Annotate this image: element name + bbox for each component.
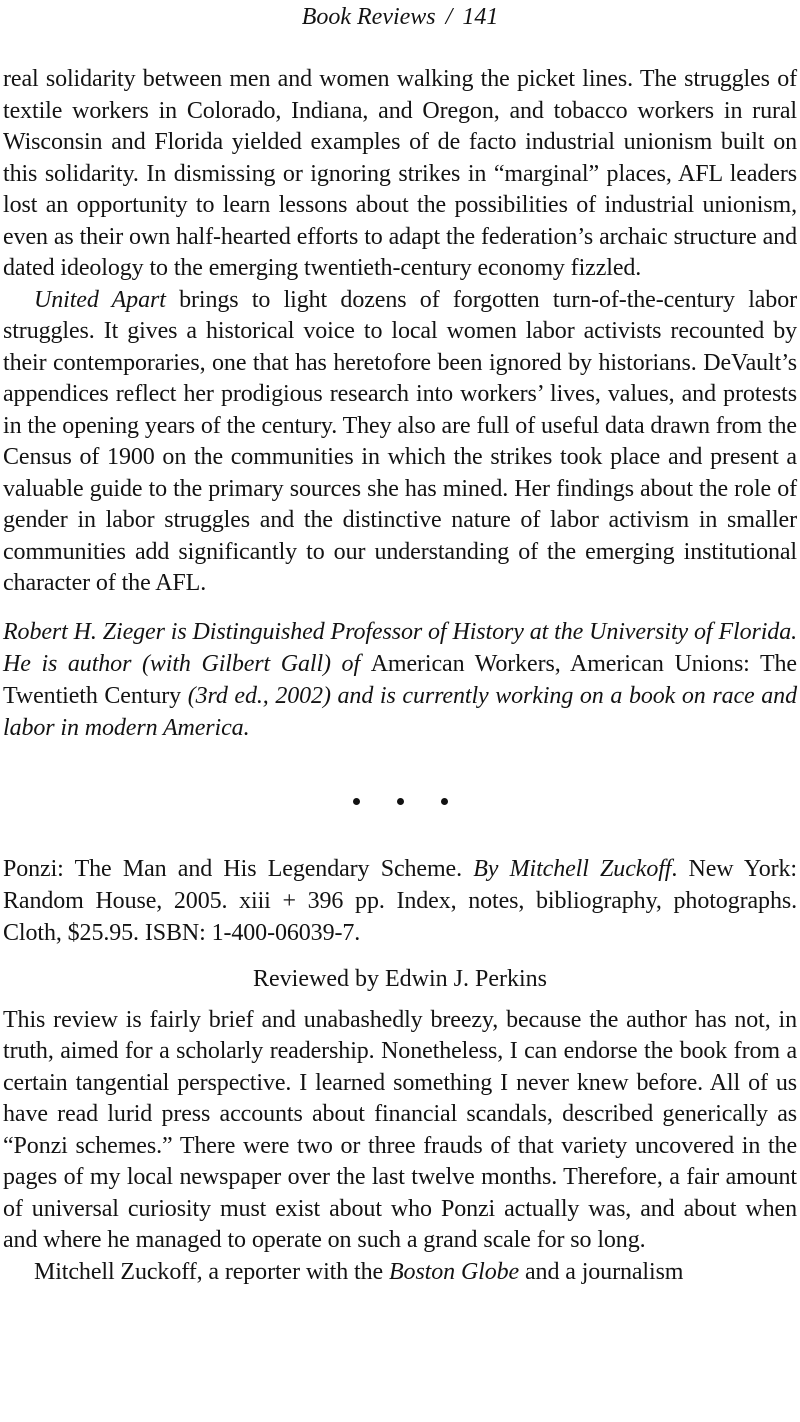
running-head xyxy=(3,2,797,32)
roman-text-run: brings to light dozens of forgotten turn-of-the-century labor struggles. It gives a historical voice to local women labor activists recounted by their contemporaries, one that has heretofore been ignored by historians. DeVault’s appendices reflect her prodigious research into workers’ lives, values, and protests in the opening years of the century. They also are full of useful data drawn from the Census of 1900 on the communities in which the strikes took place and present a valuable guide to the primary sources she has mined. Her findings about the role of gender in labor struggles and the distinctive nature of labor activism in smaller communities add significantly to our understanding of the emerging institutional character of the AFL. xyxy=(3,286,798,596)
roman-text-run: and a journalism xyxy=(519,1258,684,1285)
italic-text-run: (3rd ed., 2002) and is currently working on a book on race and labor in modern America. xyxy=(3,682,797,741)
ponzi-book-citation-heading xyxy=(3,853,797,949)
reviewer-byline: Reviewed by Edwin J. Perkins xyxy=(253,965,547,992)
italic-text-run: By Mitchell Zuckoff xyxy=(473,855,672,882)
roman-text-run: Mitchell Zuckoff, a reporter with the xyxy=(34,1258,389,1285)
reviewer-bio-zieger xyxy=(3,616,797,744)
roman-text-run: . New York: Random House, 2005. xiii + 396 pp. Index, notes, bibliography, photographs. Cloth, $25.95. ISBN: 1-400-06039-7. xyxy=(3,855,798,946)
separator-dot-icon xyxy=(353,798,360,805)
roman-text-run: This review is fairly brief and unabashedly breezy, because the author has not, in truth, aimed for a scholarly readership. Nonetheless, I can endorse the book from a certain tangential perspective. I learned something I never knew before. All of us have read lurid press accounts about financial scandals, described generically as “Ponzi schemes.” There were two or three frauds of that variety uncovered in the pages of my local newspaper over the last twelve months. Therefore, a fair amount of universal curiosity must exist about who Ponzi actually was, and about when and where he managed to operate on such a grand scale for so long. xyxy=(3,1006,797,1253)
section-separator xyxy=(3,798,797,805)
running-head-divider: / xyxy=(445,4,453,30)
ponzi-review-paragraph-cutoff xyxy=(3,1257,797,1289)
devault-review-paragraph xyxy=(3,285,797,600)
roman-text-run: Ponzi: The Man and His Legendary Scheme. xyxy=(3,855,474,882)
running-head-title: Book Reviews xyxy=(301,4,436,30)
separator-dot-icon xyxy=(441,798,448,805)
roman-text-run: real solidarity between men and women walking the picket lines. The struggles of textile workers in Colorado, Indiana, and Oregon, and tobacco workers in rural Wisconsin and Florida yielded examples of de facto industrial unionism built on this solidarity. In dismissing or ignoring strikes in “marginal” places, AFL leaders lost an opportunity to learn lessons about the possibilities of industrial unionism, even as their own half-hearted efforts to adapt the federation’s archaic structure and dated ideology to the emerging twentieth-century economy fizzled. xyxy=(3,66,797,281)
italic-text-run: United Apart xyxy=(34,286,166,313)
running-head-page-number: 141 xyxy=(462,4,499,30)
devault-review-paragraph-continuation xyxy=(3,64,797,285)
italic-text-run: Robert H. Zieger is Distinguished Professor of History at the University of Florida. He is author (with Gilbert Gall) of xyxy=(3,618,797,677)
italic-text-run: Boston Globe xyxy=(388,1258,520,1285)
roman-text-run: American Workers, American Unions: The Twentieth Century xyxy=(3,650,797,709)
separator-dot-icon xyxy=(397,798,404,805)
ponzi-review-paragraph xyxy=(3,1005,797,1257)
